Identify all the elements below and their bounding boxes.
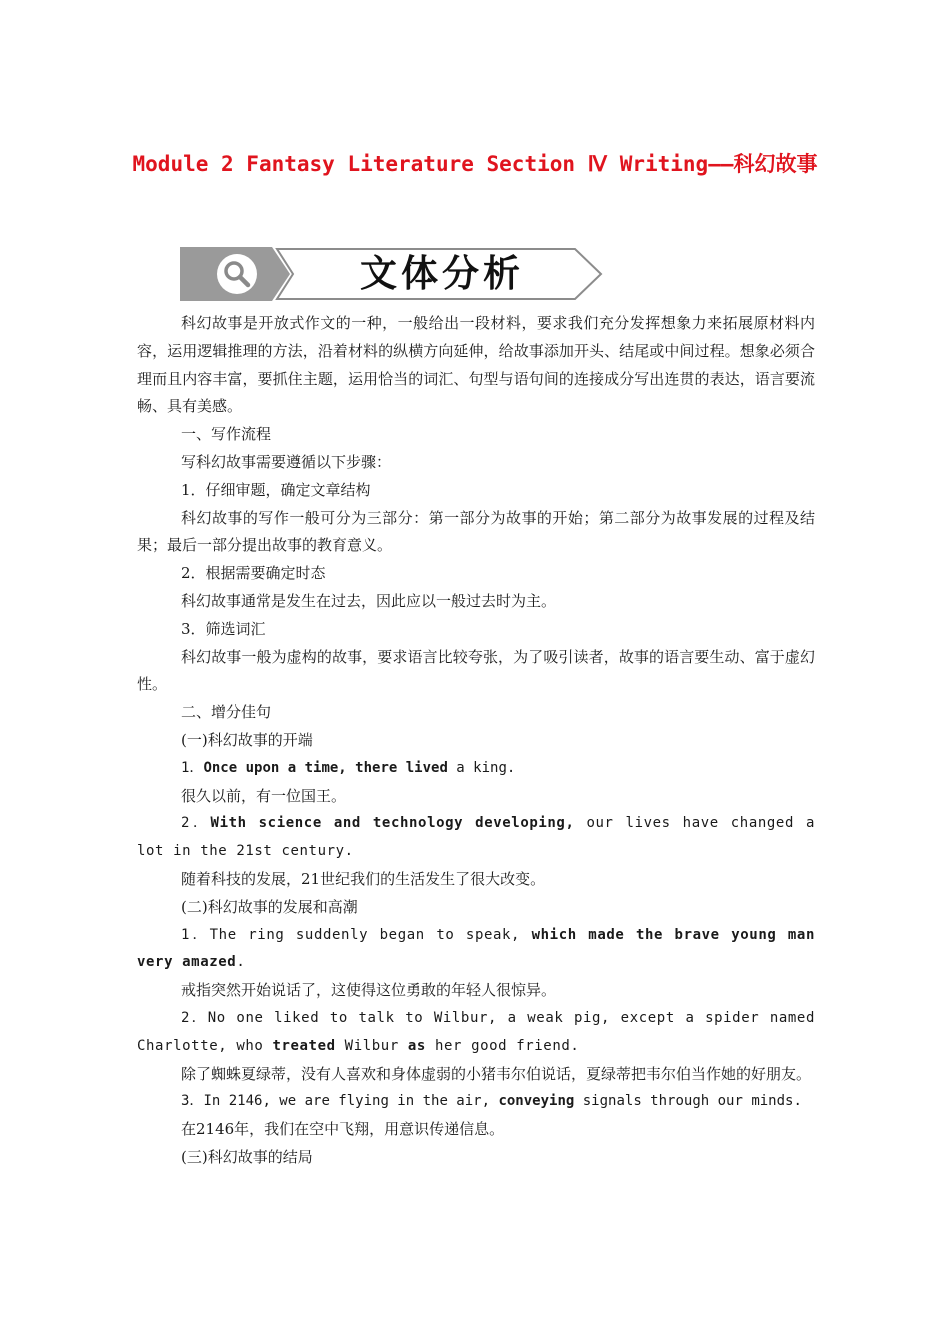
key-phrase: With science and technology developing, (210, 815, 575, 832)
step-text: 科幻故事的写作一般可分为三部分：第一部分为故事的开始；第二部分为故事发展的过程及结果；最后一部分提出故事的教育意义。 (137, 508, 815, 555)
ending-heading: (三)科幻故事的结局 (181, 1147, 313, 1166)
example-translation: 很久以前，有一位国王。 (181, 786, 347, 805)
intro-paragraph: 科幻故事是开放式作文的一种，一般给出一段材料，要求我们充分发挥想象力来拓展原材料内容，运用逻辑推理的方法，沿着材料的纵横方向延伸，给故事添加开头、结尾或中间过程。想象必须合理而且内容丰富，要抓住主题，运用恰当的词汇、句型与语句间的连接成分写出连贯的表达，语言要流畅、具有美感。 (137, 314, 815, 416)
magnifier-icon (217, 254, 257, 294)
banner-label: 文体分析 (360, 252, 524, 295)
example-sentence: 1．Once upon a time, there lived a king. (181, 759, 516, 776)
process-lead: 写科幻故事需要遵循以下步骤： (181, 452, 392, 471)
key-phrase: Once upon a time, there lived (203, 759, 448, 776)
step-text: 科幻故事通常是发生在过去，因此应以一般过去时为主。 (181, 591, 557, 610)
key-phrase: treated (272, 1037, 336, 1054)
development-heading: (二)科幻故事的发展和高潮 (181, 897, 358, 916)
step-title: 3．筛选词汇 (181, 619, 266, 638)
example-translation: 在2146年，我们在空中飞翔，用意识传递信息。 (181, 1120, 505, 1139)
example-translation: 除了蜘蛛夏绿蒂，没有人喜欢和身体虚弱的小猪韦尔伯说话，夏绿蒂把韦尔伯当作她的好朋友。 (181, 1064, 812, 1083)
example-sentence: 2．No one liked to talk to Wilbur, a weak pig, except a spider named Charlotte, who treated Wilbur as her good friend. (137, 1009, 815, 1054)
example-translation: 戒指突然开始说话了，这使得这位勇敢的年轻人很惊异。 (181, 981, 557, 1000)
key-phrase: as (407, 1037, 426, 1054)
page-title: Module 2 Fantasy Literature Section Ⅳ Writing——科幻故事 (132, 152, 818, 176)
example-sentence: 3．In 2146, we are flying in the air, conveying signals through our minds. (181, 1093, 802, 1110)
example-translation: 随着科技的发展，21世纪我们的生活发生了很大改变。 (181, 869, 546, 888)
section-banner (180, 243, 605, 305)
step-title: 2．根据需要确定时态 (181, 564, 326, 583)
opening-heading: (一)科幻故事的开端 (181, 730, 313, 749)
step-text: 科幻故事一般为虚构的故事，要求语言比较夸张，为了吸引读者，故事的语言要生动、富于虚幻性。 (137, 647, 815, 694)
document-body (137, 310, 815, 1172)
sentences-heading: 二、增分佳句 (181, 703, 272, 722)
example-sentence: 1．The ring suddenly began to speak, which made the brave young man very amazed. (137, 926, 815, 971)
example-sentence: 2．With science and technology developing, our lives have changed a lot in the 21st century. (137, 815, 815, 860)
key-phrase: which made the brave young man very amazed (137, 926, 815, 971)
key-phrase: conveying (498, 1093, 575, 1110)
process-heading: 一、写作流程 (181, 425, 272, 444)
step-title: 1．仔细审题，确定文章结构 (181, 480, 371, 499)
